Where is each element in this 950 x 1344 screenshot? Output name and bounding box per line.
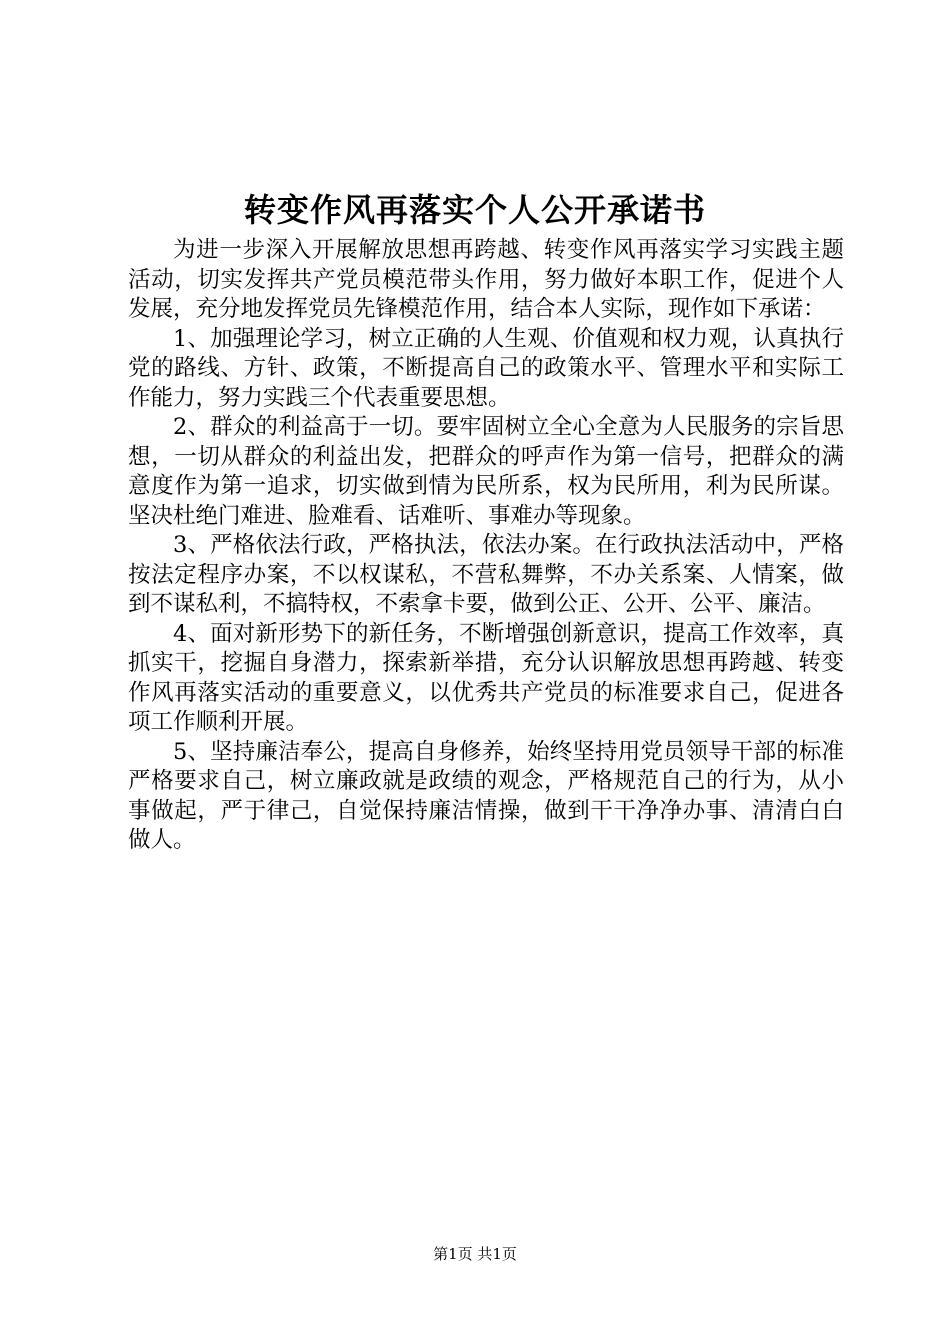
- pledge-paragraph-4: 4、面对新形势下的新任务，不断增强创新意识，提高工作效率，真抓实干，挖掘自身潜力，探索新举措，充分认识解放思想再跨越、转变作风再落实活动的重要意义，以优秀共产党员的标准要求自己，促进各项工作顺利开展。: [128, 620, 844, 735]
- document-title: 转变作风再落实个人公开承诺书: [243, 191, 706, 229]
- pledge-paragraph-5: 5、坚持廉洁奉公，提高自身修养，始终坚持用党员领导干部的标准严格要求自己，树立廉政就是政绩的观念，严格规范自己的行为，从小事做起，严于律己，自觉保持廉洁情操，做到干干净净办事、清清白白做人。: [128, 738, 844, 853]
- document-body: [128, 236, 844, 856]
- intro-paragraph: 为进一步深入开展解放思想再跨越、转变作风再落实学习实践主题活动，切实发挥共产党员模范带头作用，努力做好本职工作，促进个人发展，充分地发挥党员先锋模范作用，结合本人实际，现作如下承诺：: [128, 237, 844, 322]
- pledge-paragraph-2: 2、群众的利益高于一切。要牢固树立全心全意为人民服务的宗旨思想，一切从群众的利益出发，把群众的呼声作为第一信号，把群众的满意度作为第一追求，切实做到情为民所系，权为民所用，利为民所谋。坚决杜绝门难进、脸难看、话难听、事难办等现象。: [128, 414, 844, 529]
- pledge-paragraph-3: 3、严格依法行政，严格执法，依法办案。在行政执法活动中，严格按法定程序办案，不以权谋私，不营私舞弊，不办关系案、人情案，做到不谋私利，不搞特权，不索拿卡要，做到公正、公开、公平、廉洁。: [128, 532, 844, 617]
- page-footer: 第1页 共1页: [433, 1245, 517, 1263]
- pledge-paragraph-1: 1、加强理论学习，树立正确的人生观、价值观和权力观，认真执行党的路线、方针、政策，不断提高自己的政策水平、管理水平和实际工作能力，努力实践三个代表重要思想。: [128, 325, 844, 411]
